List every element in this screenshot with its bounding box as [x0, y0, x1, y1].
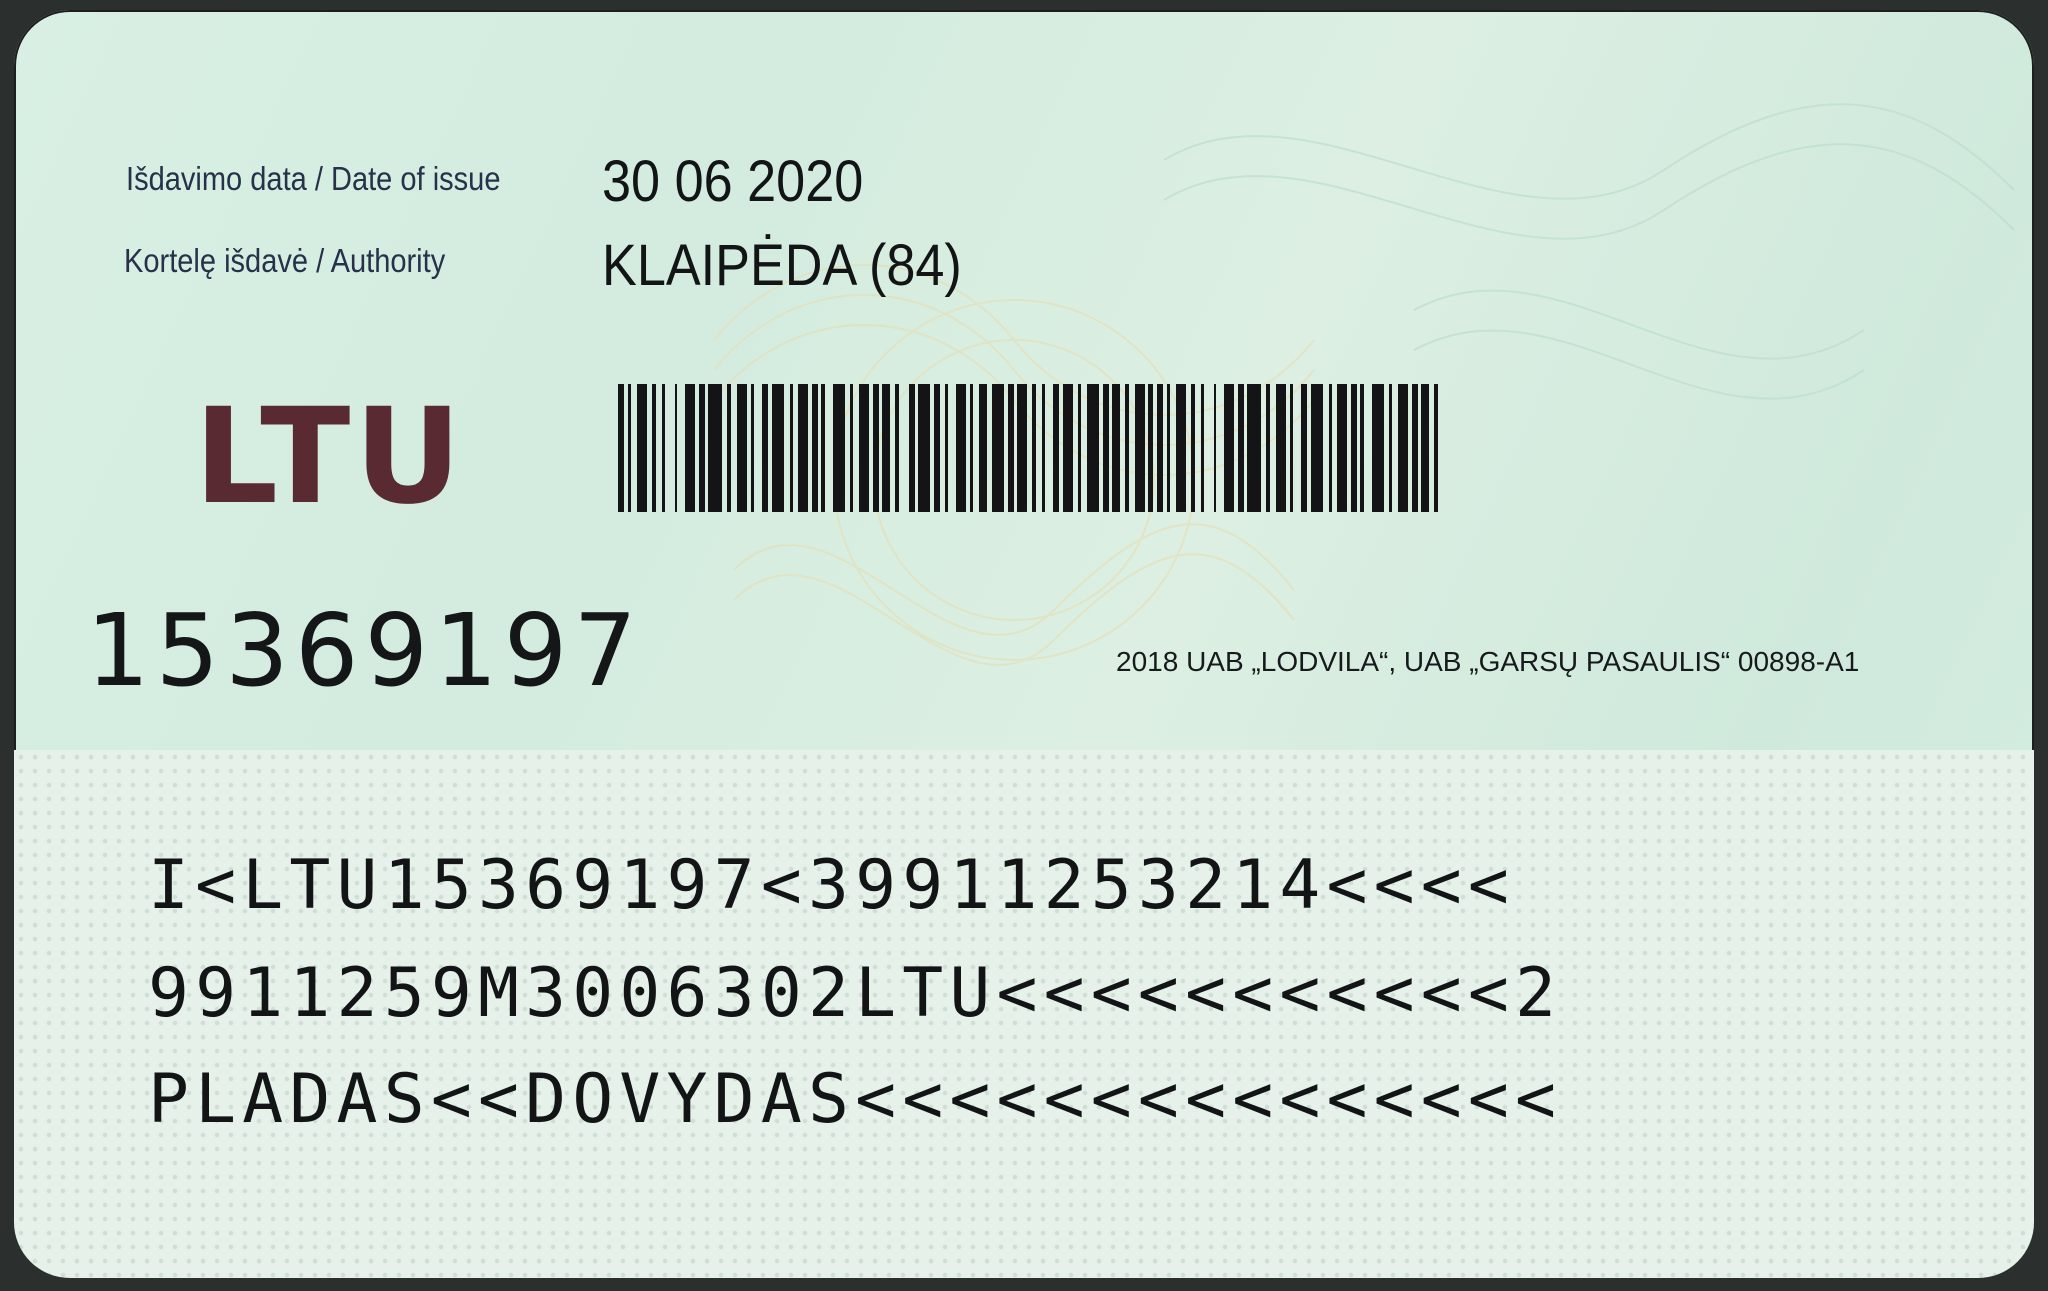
barcode-bar: [1360, 384, 1364, 512]
barcode-bar: [1112, 384, 1120, 512]
barcode-bar: [859, 384, 869, 512]
barcode-bar: [895, 384, 899, 512]
barcode-bar: [945, 384, 948, 512]
barcode-bar: [751, 384, 754, 512]
barcode-bar: [909, 384, 915, 512]
barcode-bar: [727, 384, 731, 512]
barcode-bar: [1337, 384, 1347, 512]
barcode-bar: [1276, 384, 1286, 512]
barcode-bar: [1214, 384, 1216, 512]
barcode-bar: [1125, 384, 1129, 512]
mrz-line-1: I<LTU15369197<39911253214<<<<: [148, 846, 1516, 925]
barcode-bar: [882, 384, 890, 512]
barcode-bar: [1157, 384, 1163, 512]
authority-value: KLAIPĖDA (84): [602, 233, 962, 298]
barcode-bar: [1329, 384, 1332, 512]
date-of-issue-label: Išdavimo data / Date of issue: [126, 160, 501, 197]
printer-note: 2018 UAB „LODVILA“, UAB „GARSŲ PASAULIS“ 00898-A1: [1116, 646, 1860, 677]
barcode-bar: [699, 384, 705, 512]
mrz-line-3: PLADAS<<DOVYDAS<<<<<<<<<<<<<<<: [148, 1060, 1563, 1139]
barcode-bar: [1224, 384, 1234, 512]
barcode-bar: [1290, 384, 1293, 512]
barcode-bar: [618, 384, 624, 512]
mrz-line-2: 9911259M3006302LTU<<<<<<<<<<<2: [148, 954, 1563, 1033]
barcode-bar: [1008, 384, 1014, 512]
barcode-bar: [1266, 384, 1270, 512]
barcode-bar: [833, 384, 845, 512]
barcode: [618, 384, 1442, 512]
barcode-bar: [850, 384, 853, 512]
barcode-bar: [979, 384, 987, 512]
barcode-bar: [1078, 384, 1081, 512]
barcode-bar: [652, 384, 656, 512]
barcode-bar: [772, 384, 784, 512]
barcode-bar: [918, 384, 930, 512]
barcode-bar: [1167, 384, 1170, 512]
barcode-bar: [1032, 384, 1036, 512]
barcode-bar: [790, 384, 793, 512]
barcode-bar: [873, 384, 879, 512]
barcode-bar: [1372, 384, 1384, 512]
barcode-bar: [1301, 384, 1307, 512]
barcode-bar: [1412, 384, 1418, 512]
barcode-bar: [1148, 384, 1153, 512]
barcode-bar: [1053, 384, 1059, 512]
barcode-bar: [1238, 384, 1244, 512]
barcode-bar: [821, 384, 825, 512]
barcode-bar: [1398, 384, 1408, 512]
barcode-bar: [1103, 384, 1109, 512]
barcode-bar: [812, 384, 818, 512]
barcode-bar: [662, 384, 665, 512]
barcode-bar: [1351, 384, 1357, 512]
barcode-bar: [1135, 384, 1145, 512]
barcode-bar: [1247, 384, 1261, 512]
barcode-bar: [1063, 384, 1073, 512]
barcode-bar: [628, 384, 631, 512]
barcode-bar: [1389, 384, 1392, 512]
barcode-bar: [992, 384, 1004, 512]
barcode-bar: [685, 384, 695, 512]
barcode-bar: [1042, 384, 1045, 512]
barcode-bar: [1191, 384, 1195, 512]
barcode-bar: [737, 384, 747, 512]
date-of-issue-value: 30 06 2020: [602, 149, 864, 214]
barcode-bar: [1201, 384, 1204, 512]
barcode-bar: [934, 384, 940, 512]
barcode-bar: [637, 384, 647, 512]
barcode-bar: [1017, 384, 1027, 512]
barcode-bar: [708, 384, 722, 512]
barcode-bar: [1176, 384, 1186, 512]
country-code: LTU: [194, 380, 466, 534]
card-number: 15369197: [86, 592, 643, 709]
barcode-bar: [1311, 384, 1323, 512]
barcode-bar: [798, 384, 808, 512]
barcode-bar: [1421, 384, 1429, 512]
barcode-bar: [1087, 384, 1099, 512]
barcode-bar: [675, 384, 677, 512]
barcode-bar: [762, 384, 768, 512]
authority-label: Kortelę išdavė / Authority: [124, 242, 446, 279]
barcode-bar: [956, 384, 966, 512]
id-card-back: [14, 10, 2034, 1278]
barcode-bar: [1434, 384, 1438, 512]
barcode-bar: [970, 384, 973, 512]
